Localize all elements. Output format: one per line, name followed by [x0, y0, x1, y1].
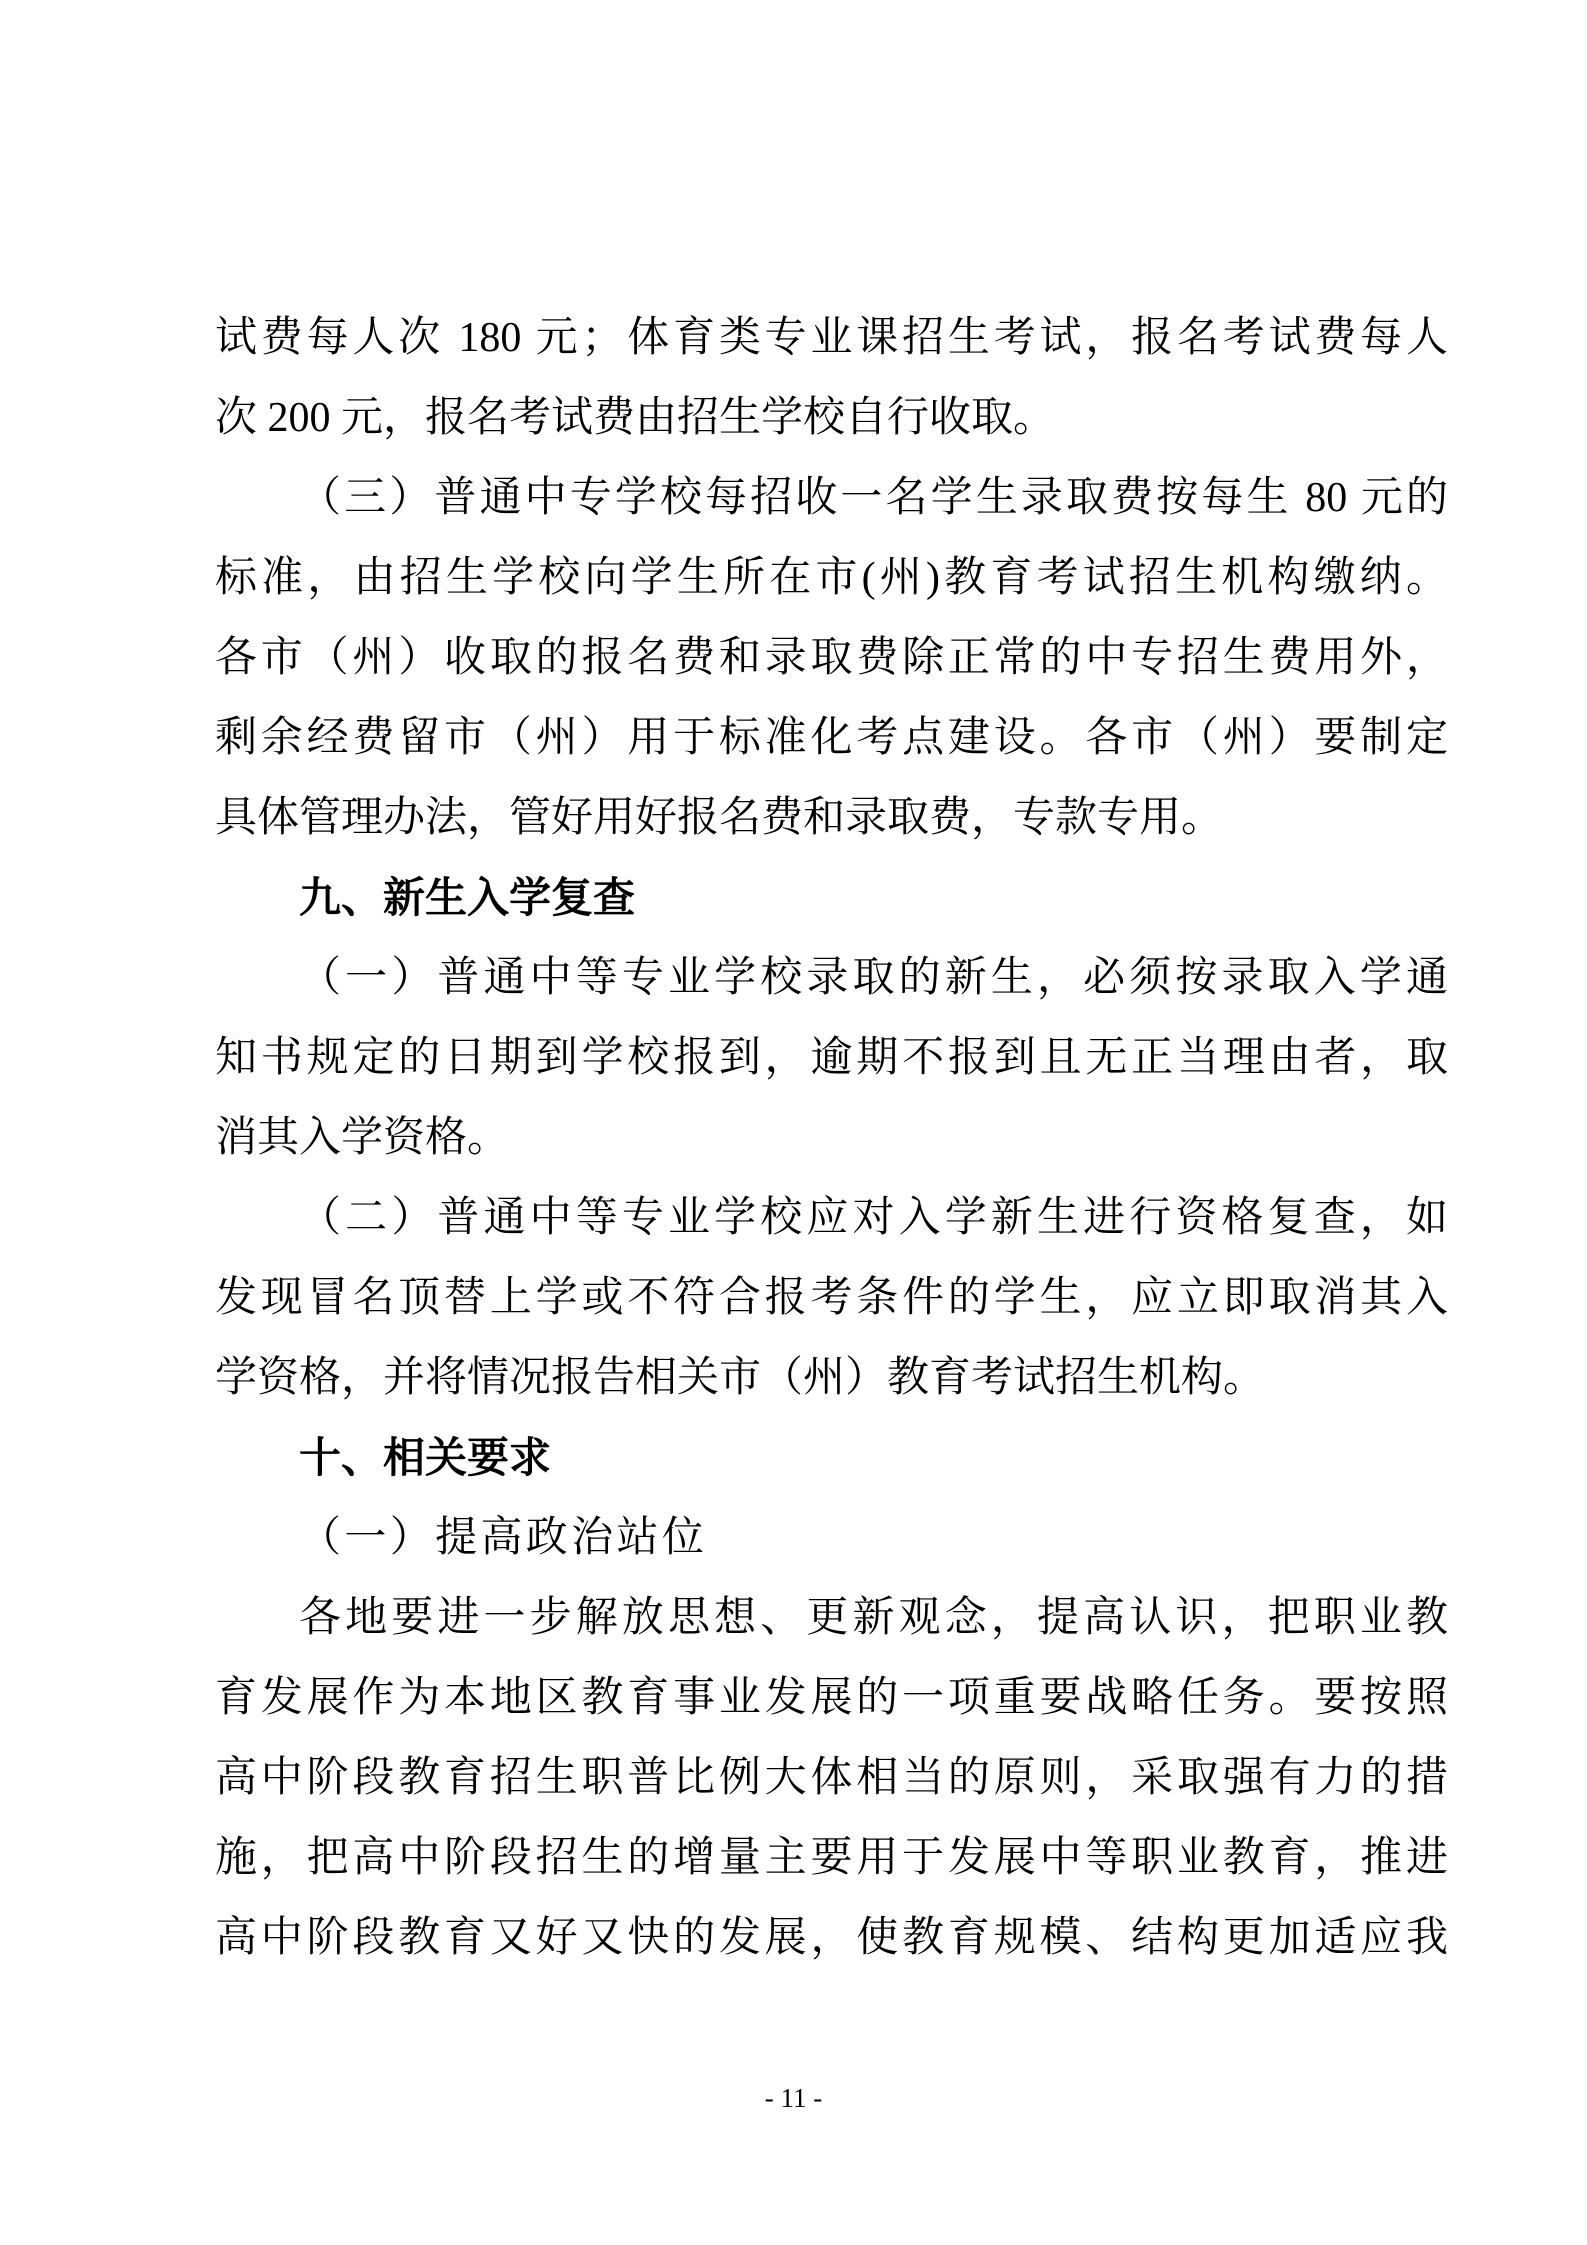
text-line: 施，把高中阶段招生的增量主要用于发展中等职业教育，推进 — [215, 1835, 1448, 1881]
text-line: 具体管理办法，管好用好报名费和录取费，专款专用。 — [215, 795, 1224, 841]
text-line: （一）普通中等专业学校录取的新生，必须按录取入学通 — [299, 955, 1448, 1001]
text-line: 次 200 元，报名考试费由招生学校自行收取。 — [215, 395, 1056, 441]
document-body — [215, 298, 1448, 1978]
text-line: （三）普通中专学校每招收一名学生录取费按每生 80 元的 — [299, 475, 1448, 521]
text-line: 高中阶段教育招生职普比例大体相当的原则，采取强有力的措 — [215, 1755, 1448, 1801]
text-line: 知书规定的日期到学校报到，逾期不报到且无正当理由者，取 — [215, 1035, 1448, 1081]
text-line: 各市（州）收取的报名费和录取费除正常的中专招生费用外， — [215, 635, 1448, 681]
text-line: 九、新生入学复查 — [299, 874, 636, 921]
text-line: 十、相关要求 — [299, 1434, 552, 1481]
text-line: 消其入学资格。 — [215, 1115, 510, 1161]
text-line: 试费每人次 180 元；体育类专业课招生考试，报名考试费每人 — [215, 315, 1448, 361]
text-line: （一）提高政治站位 — [299, 1515, 708, 1561]
text-line: 各地要进一步解放思想、更新观念，提高认识，把职业教 — [299, 1595, 1448, 1641]
text-line: 发现冒名顶替上学或不符合报考条件的学生，应立即取消其入 — [215, 1275, 1448, 1321]
text-line: 标准，由招生学校向学生所在市(州)教育考试招生机构缴纳。 — [215, 555, 1448, 601]
text-line: 剩余经费留市（州）用于标准化考点建设。各市（州）要制定 — [215, 715, 1448, 761]
page-number: - 11 - — [764, 2083, 823, 2113]
text-line: 高中阶段教育又好又快的发展，使教育规模、结构更加适应我 — [215, 1915, 1448, 1961]
text-line: 学资格，并将情况报告相关市（州）教育考试招生机构。 — [215, 1355, 1266, 1401]
text-line: （二）普通中等专业学校应对入学新生进行资格复查，如 — [299, 1195, 1448, 1241]
text-line: 育发展作为本地区教育事业发展的一项重要战略任务。要按照 — [215, 1675, 1448, 1721]
